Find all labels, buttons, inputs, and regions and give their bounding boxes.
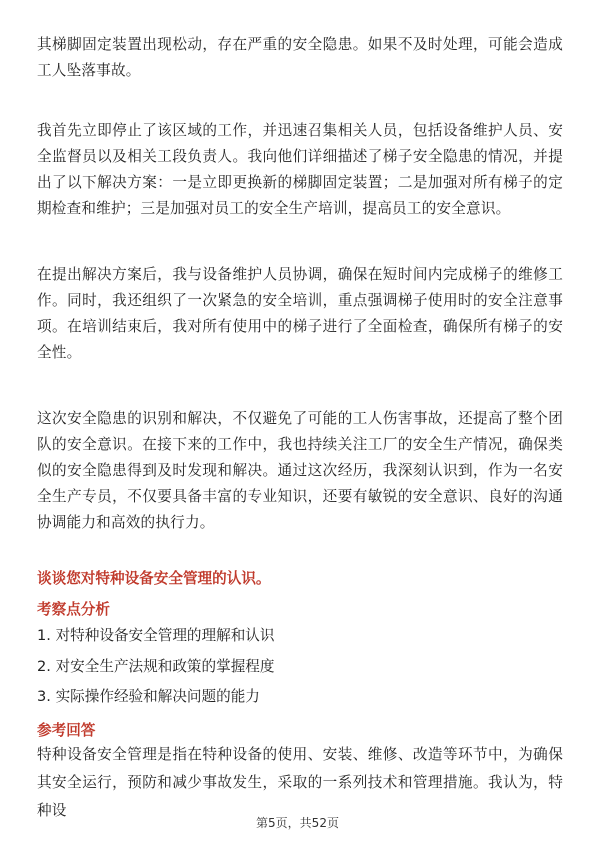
paragraph-reflection: 这次安全隐患的识别和解决，不仅避免了可能的工人伤害事故，还提高了整个团队的安全意识。在接下来的工作中，我也持续关注工厂的安全生产情况，确保类似的安全隐患得到及时发现和解决。通过这次经历，我深刻认识到，作为一名安全生产专员，不仅要具备丰富的专业知识，还要有敏锐的安全意识、良好的沟通协调能力和高效的执行力。 xyxy=(37,410,563,531)
paragraph-solution: 我首先立即停止了该区域的工作，并迅速召集相关人员，包括设备维护人员、安全监督员以及相关工段负责人。我向他们详细描述了梯子安全隐患的情况，并提出了以下解决方案：一是立即更换新的梯脚固定装置；二是加强对所有梯子的定期检查和维护；三是加强对员工的安全生产培训，提高员工的安全意识。 xyxy=(37,122,563,217)
paragraph-ladder-hazard: 其梯脚固定装置出现松动，存在严重的安全隐患。如果不及时处理，可能会造成工人坠落事故。 xyxy=(37,36,563,79)
paragraph-implementation: 在提出解决方案后，我与设备维护人员协调，确保在短时间内完成梯子的维修工作。同时，我还组织了一次紧急的安全培训，重点强调梯子使用时的安全注意事项。在培训结束后，我对所有使用中的梯子进行了全面检查，确保所有梯子的安全性。 xyxy=(37,266,563,361)
interview-question: 谈谈您对特种设备安全管理的认识。 xyxy=(37,570,271,587)
list-item: 3. 实际操作经验和解决问题的能力 xyxy=(37,688,260,705)
answer-text: 特种设备安全管理是指在特种设备的使用、安装、维修、改造等环节中，为确保其安全运行，预防和减少事故发生，采取的一系列技术和管理措施。我认为，特种设 xyxy=(37,746,563,819)
page-number: 第5页，共52页 xyxy=(256,816,339,830)
list-item: 2. 对安全生产法规和政策的掌握程度 xyxy=(37,658,275,675)
answer-heading: 参考回答 xyxy=(37,722,96,739)
list-item: 1. 对特种设备安全管理的理解和认识 xyxy=(37,627,275,644)
points-heading: 考察点分析 xyxy=(37,601,110,618)
